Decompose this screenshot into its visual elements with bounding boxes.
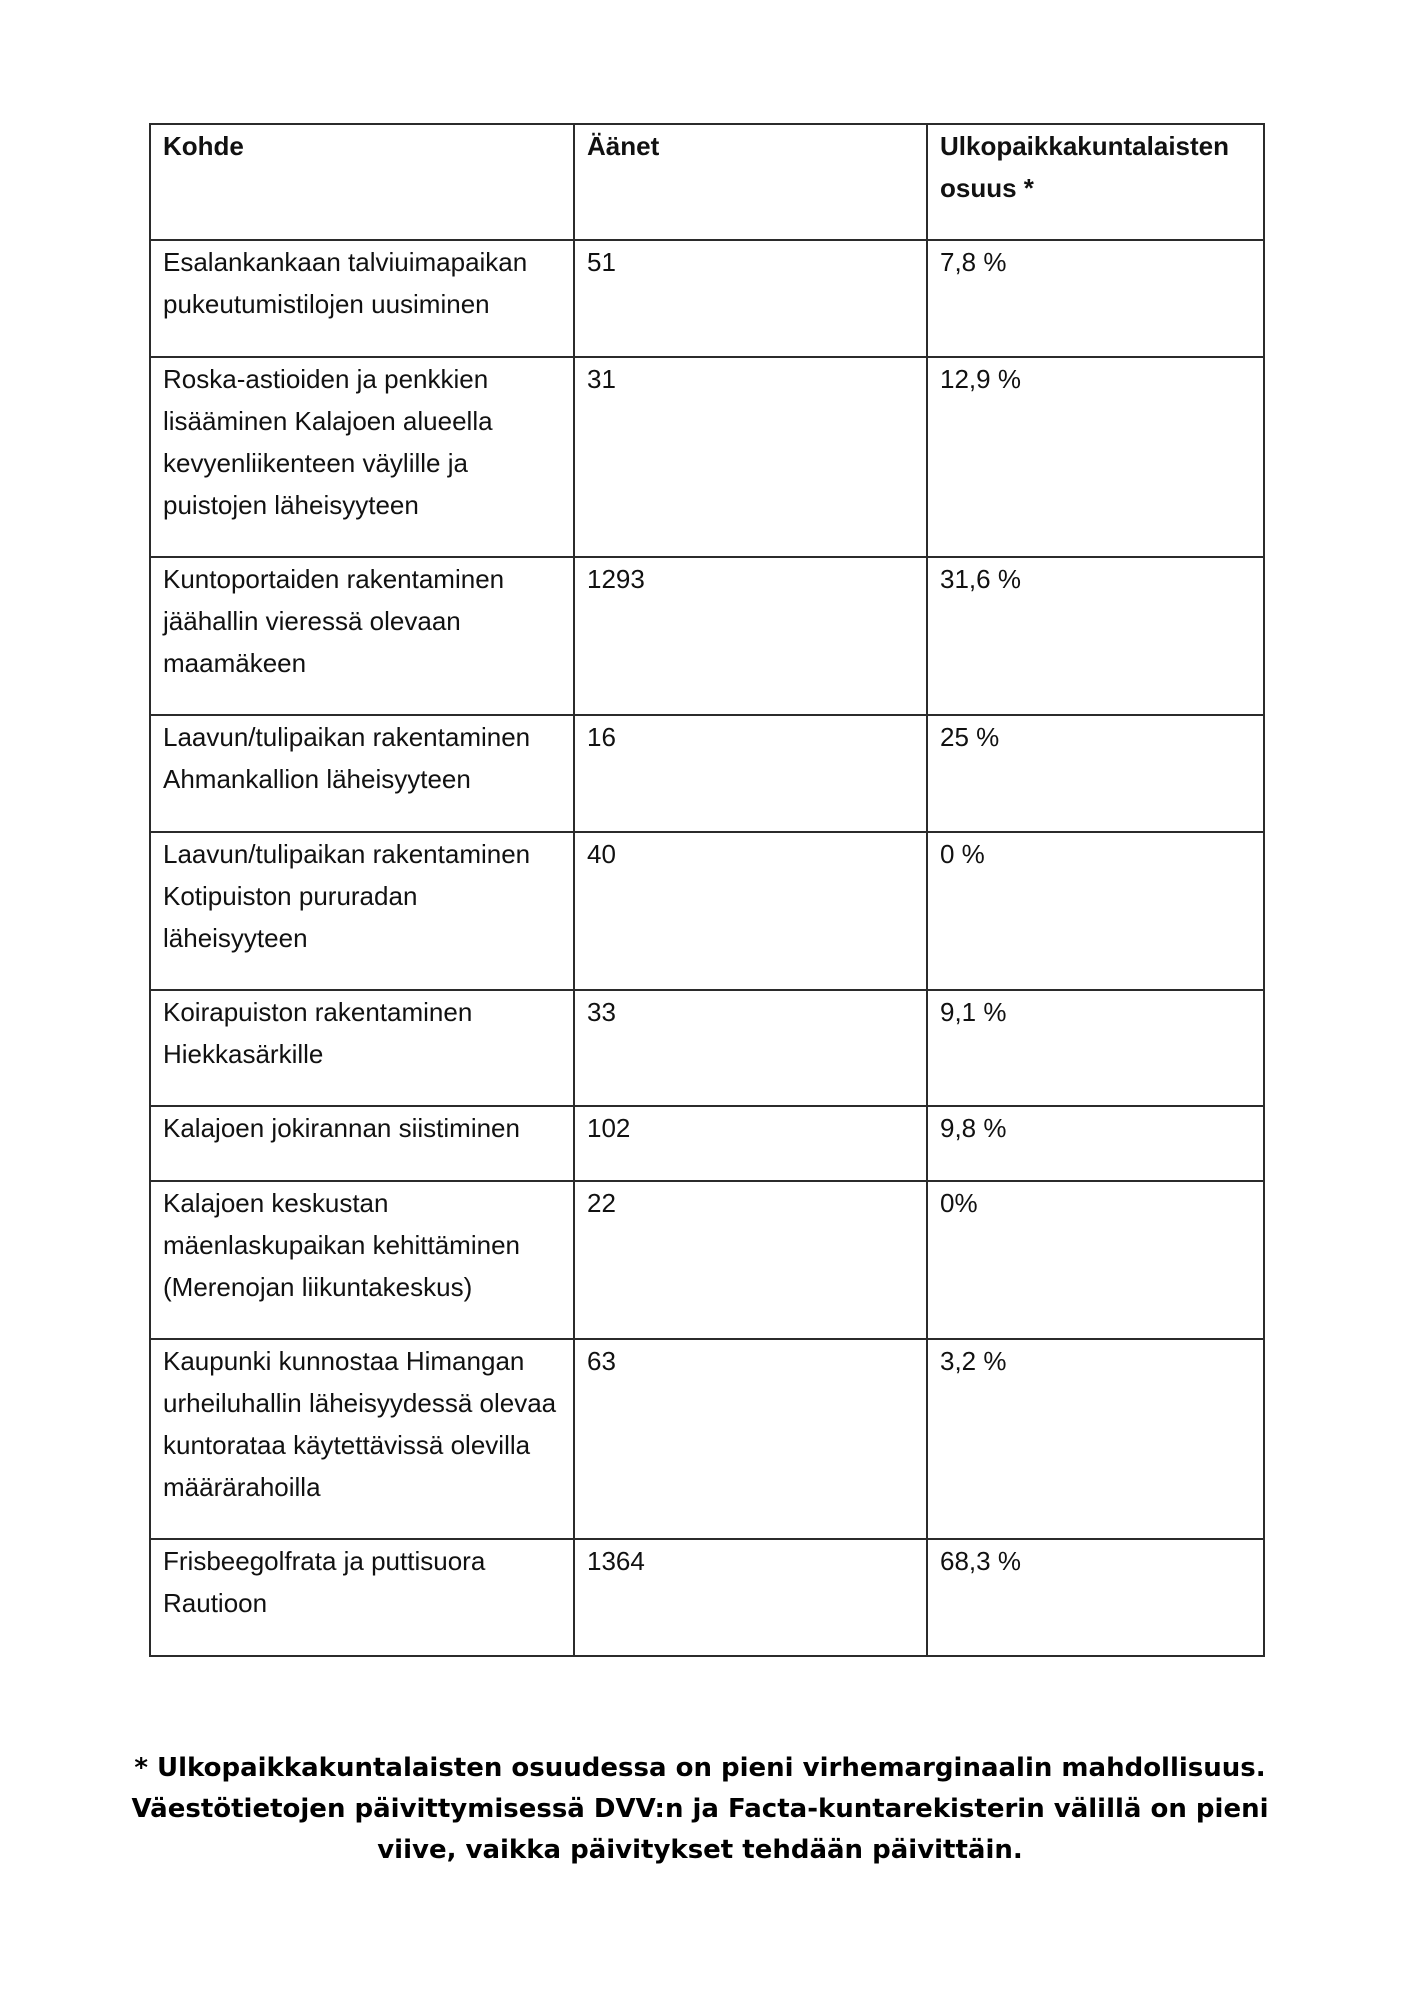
cell-target: Esalankankaan talviuimapaikan pukeutumistilojen uusiminen: [150, 240, 574, 357]
table-row: [150, 240, 1264, 357]
cell-votes: 33: [574, 990, 927, 1106]
cell-target: Laavun/tulipaikan rakentaminen Ahmankallion läheisyyteen: [150, 715, 574, 832]
table-header-row: [150, 124, 1264, 240]
table-row: [150, 1181, 1264, 1339]
cell-votes: 40: [574, 832, 927, 990]
cell-outside-share: 0 %: [927, 832, 1264, 990]
cell-votes: 1364: [574, 1539, 927, 1656]
cell-outside-share: 12,9 %: [927, 357, 1264, 557]
cell-outside-share: 0%: [927, 1181, 1264, 1339]
cell-target: Laavun/tulipaikan rakentaminen Kotipuiston pururadan läheisyyteen: [150, 832, 574, 990]
header-outside-share: Ulkopaikkakuntalaisten osuus *: [927, 124, 1264, 240]
cell-target: Frisbeegolfrata ja puttisuora Rautioon: [150, 1539, 574, 1656]
table-row: [150, 832, 1264, 990]
cell-votes: 51: [574, 240, 927, 357]
cell-votes: 16: [574, 715, 927, 832]
cell-votes: 31: [574, 357, 927, 557]
cell-outside-share: 7,8 %: [927, 240, 1264, 357]
cell-outside-share: 31,6 %: [927, 557, 1264, 715]
votes-table: [149, 123, 1265, 1657]
cell-outside-share: 25 %: [927, 715, 1264, 832]
cell-target: Koirapuiston rakentaminen Hiekkasärkille: [150, 990, 574, 1106]
cell-target: Kaupunki kunnostaa Himangan urheiluhallin läheisyydessä olevaa kuntorataa käytettävissä olevilla määrärahoilla: [150, 1339, 574, 1539]
cell-outside-share: 9,8 %: [927, 1106, 1264, 1181]
cell-outside-share: 3,2 %: [927, 1339, 1264, 1539]
cell-outside-share: 68,3 %: [927, 1539, 1264, 1656]
header-target: Kohde: [150, 124, 574, 240]
footnote: * Ulkopaikkakuntalaisten osuudessa on pieni virhemarginaalin mahdollisuus. Väestötietojen päivittymisessä DVV:n ja Facta-kuntarekisterin välillä on pieni viive, vaikka päivitykset tehdään päivittäin.: [131, 1753, 1269, 1865]
table-row: [150, 357, 1264, 557]
cell-target: Kalajoen keskustan mäenlaskupaikan kehittäminen (Merenojan liikuntakeskus): [150, 1181, 574, 1339]
table-row: [150, 715, 1264, 832]
cell-target: Roska-astioiden ja penkkien lisääminen Kalajoen alueella kevyenliikenteen väylille ja puistojen läheisyyteen: [150, 357, 574, 557]
table-row: [150, 1339, 1264, 1539]
cell-votes: 63: [574, 1339, 927, 1539]
cell-votes: 22: [574, 1181, 927, 1339]
table-row: [150, 1539, 1264, 1656]
header-votes: Äänet: [574, 124, 927, 240]
cell-outside-share: 9,1 %: [927, 990, 1264, 1106]
table-row: [150, 1106, 1264, 1181]
cell-target: Kalajoen jokirannan siistiminen: [150, 1106, 574, 1181]
cell-votes: 1293: [574, 557, 927, 715]
table-row: [150, 990, 1264, 1106]
table-row: [150, 557, 1264, 715]
cell-target: Kuntoportaiden rakentaminen jäähallin vieressä olevaan maamäkeen: [150, 557, 574, 715]
cell-votes: 102: [574, 1106, 927, 1181]
